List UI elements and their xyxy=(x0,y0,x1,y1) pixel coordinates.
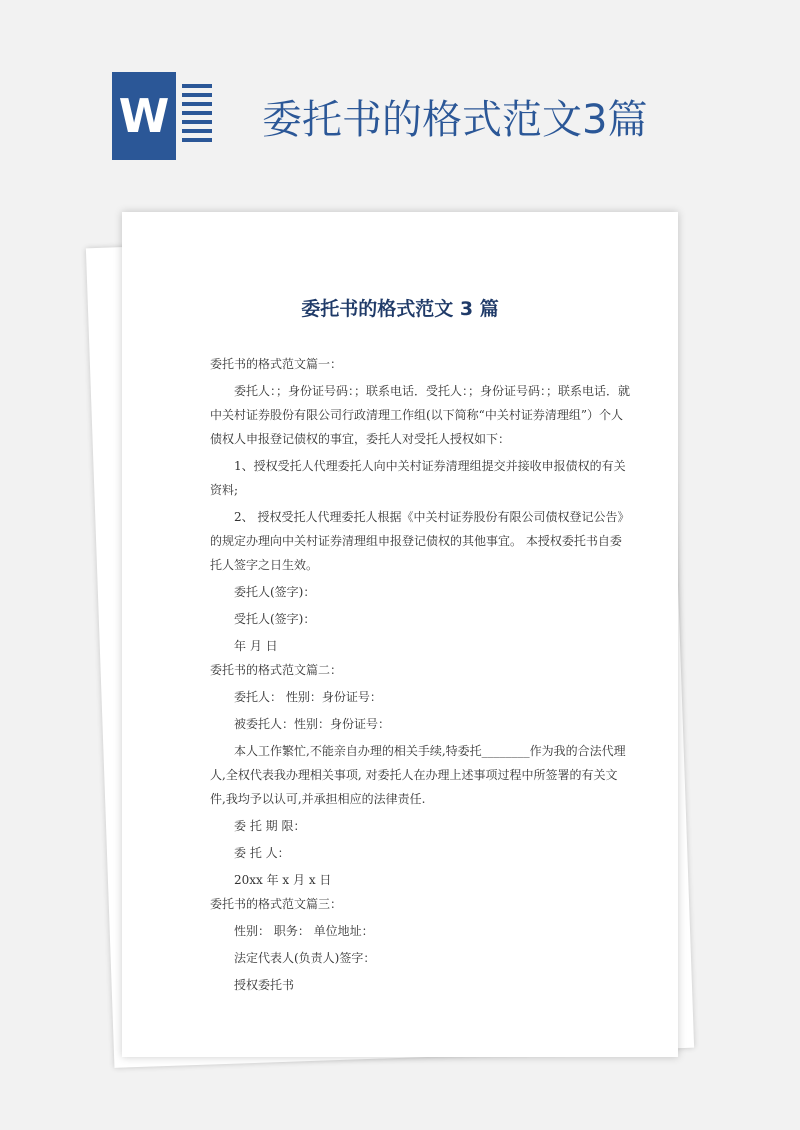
signature-line: 委托人(签字)： xyxy=(234,585,316,599)
document-title: 委托书的格式范文 3 篇 xyxy=(301,298,499,320)
paragraph: 授权委托书 xyxy=(234,978,295,992)
section-heading: 委托书的格式范文篇三： xyxy=(210,897,343,911)
signature-line: 受托人(签字)： xyxy=(234,612,316,626)
word-document-icon xyxy=(112,72,212,160)
paragraph: 本人工作繁忙,不能亲自办理的相关手续,特委托________作为我的合法代理人,全权代表我办理相关事项, 对委托人在办理上述事项过程中所签署的有关文件,我均予以认可,并承担相应的法律责任. xyxy=(210,744,626,806)
paragraph: 2、 授权受托人代理委托人根据《中关村证券股份有限公司债权登记公告》的规定办理向中关村证券清理组申报登记债权的其他事宜。 本授权委托书自委托人签字之日生效。 xyxy=(210,510,630,572)
document-body xyxy=(210,352,630,997)
paragraph: 委 托 人： xyxy=(234,846,290,860)
paragraph: 法定代表人(负责人)签字： xyxy=(234,951,376,965)
section-heading: 委托书的格式范文篇二： xyxy=(210,663,343,677)
paragraph: 1、授权受托人代理委托人向中关村证券清理组提交并接收申报债权的有关资料; xyxy=(210,459,626,497)
paragraph: 委托人：；身份证号码：；联系电话．受托人：；身份证号码：；联系电话．就中关村证券股份有限公司行政清理工作组(以下简称“中关村证券清理组”）个人债权人申报登记债权的事宜，委托人对受托人授权如下： xyxy=(210,384,631,446)
paragraph: 被委托人：性别：身份证号： xyxy=(234,717,391,731)
page-header xyxy=(0,0,800,200)
date-line: 20xx 年 x 月 x 日 xyxy=(234,873,332,887)
document-page xyxy=(122,212,678,1057)
paragraph: 性别： 职务： 单位地址： xyxy=(234,924,374,938)
paragraph: 委 托 期 限： xyxy=(234,819,306,833)
page-title: 委托书的格式范文3篇 xyxy=(262,97,648,143)
date-line: 年 月 日 xyxy=(234,639,278,653)
section-heading: 委托书的格式范文篇一： xyxy=(210,357,343,371)
paragraph: 委托人： 性别：身份证号： xyxy=(234,690,382,704)
document-lines-icon xyxy=(182,84,212,150)
word-logo-letter: W xyxy=(112,72,176,160)
